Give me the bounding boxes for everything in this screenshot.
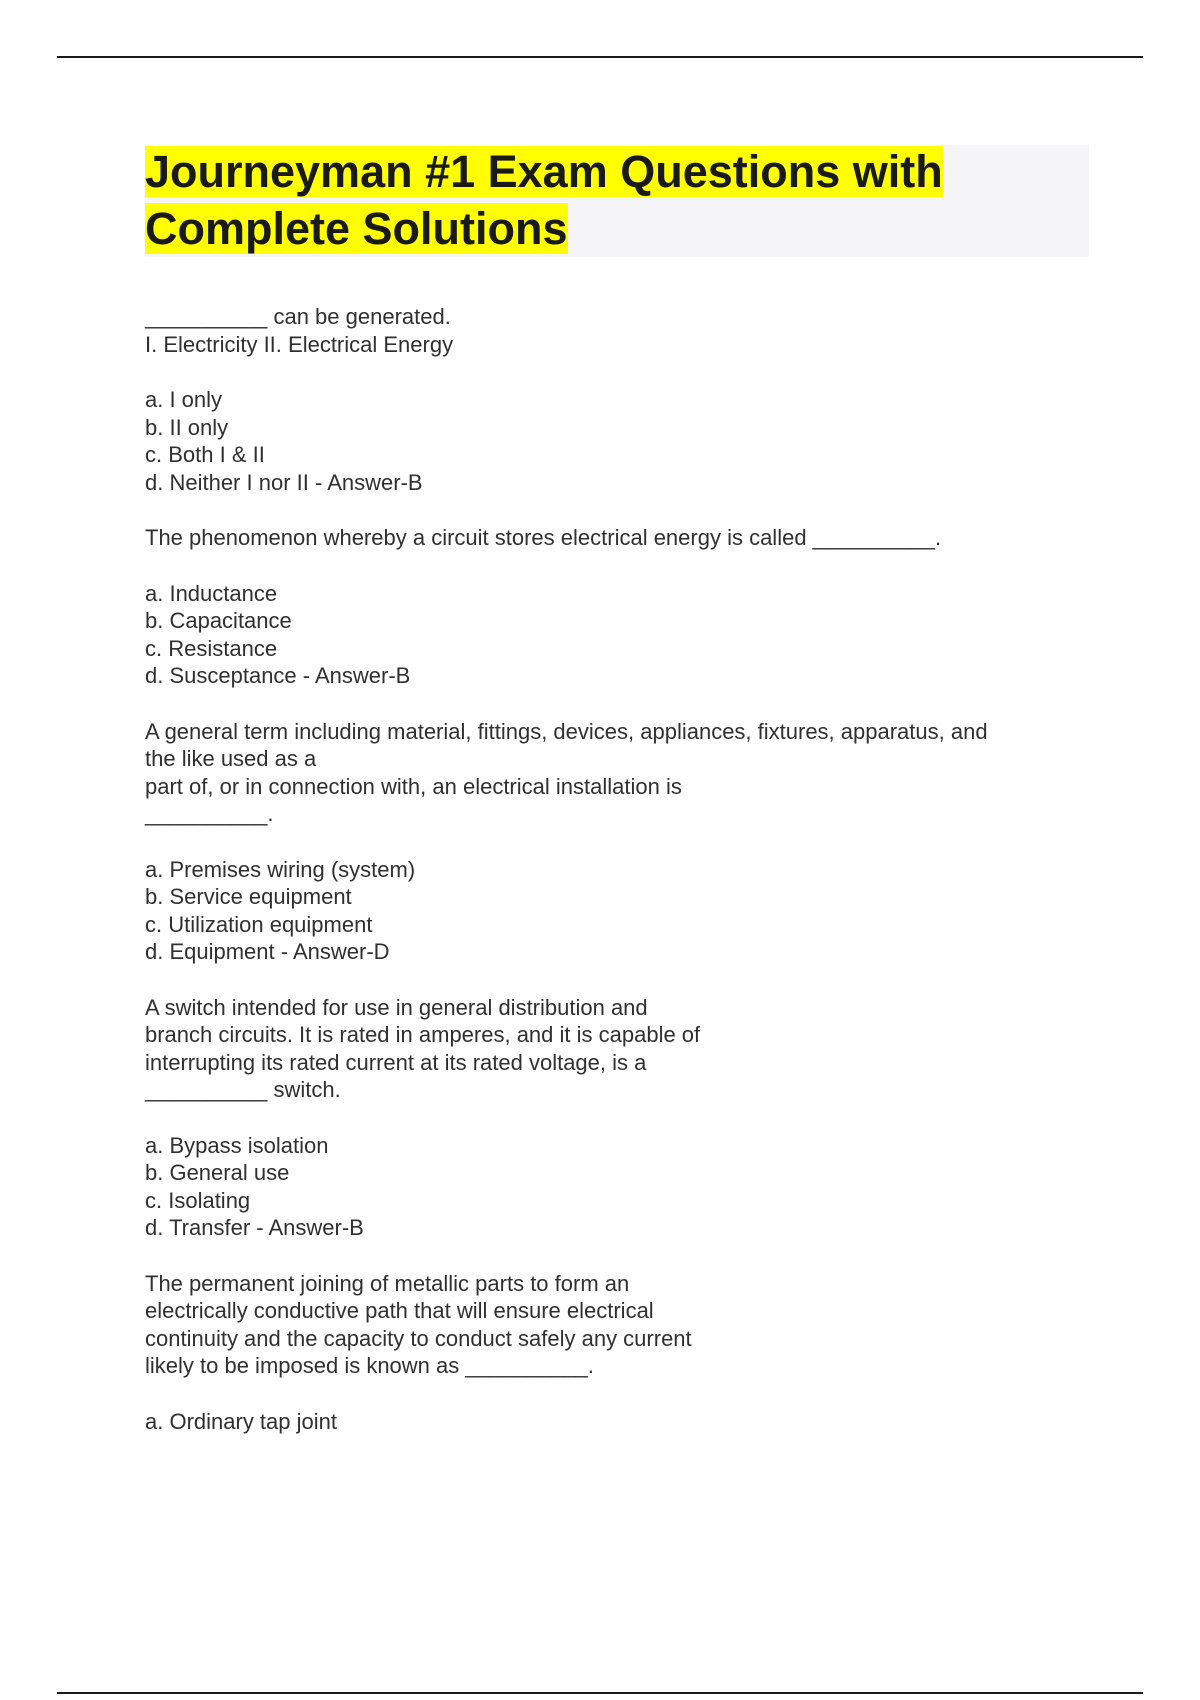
- answer-options: [145, 386, 1095, 496]
- answer-options: [145, 1408, 1095, 1436]
- question-stem: [145, 994, 1095, 1104]
- title-line-1: Journeyman #1 Exam Questions with: [145, 146, 943, 197]
- option-item: a. Inductance: [145, 580, 278, 606]
- stem-line: The permanent joining of metallic parts to form an: [145, 1270, 630, 1296]
- stem-line: __________ can be generated.: [145, 304, 451, 329]
- stem-line: the like used as a: [145, 746, 317, 771]
- question-stem: [145, 303, 1095, 358]
- option-item: d. Neither I nor II - Answer-B: [145, 469, 423, 495]
- option-item: d. Transfer - Answer-B: [145, 1215, 364, 1240]
- answer-options: [145, 1132, 1095, 1242]
- option-item: a. I only: [145, 387, 223, 412]
- stem-line: interrupting its rated current at its rated voltage, is a: [145, 1049, 647, 1075]
- option-item: d. Equipment - Answer-D: [145, 939, 390, 964]
- option-item: c. Utilization equipment: [145, 911, 373, 937]
- option-item: b. Service equipment: [145, 884, 352, 909]
- option-item: a. Ordinary tap joint: [145, 1408, 337, 1434]
- stem-line: branch circuits. It is rated in amperes, and it is capable of: [145, 1022, 701, 1047]
- page-title: [145, 143, 1089, 257]
- option-item: c. Isolating: [145, 1187, 251, 1213]
- question-stem: [145, 718, 1095, 828]
- question-stem: [145, 1270, 1095, 1380]
- stem-line: A general term including material, fittings, devices, appliances, fixtures, apparatus, and: [145, 718, 988, 744]
- option-item: b. Capacitance: [145, 608, 292, 633]
- stem-line: __________.: [145, 801, 274, 826]
- option-item: c. Resistance: [145, 635, 278, 661]
- title-line-2: Complete Solutions: [145, 203, 568, 254]
- stem-line: The phenomenon whereby a circuit stores electrical energy is called __________.: [145, 525, 942, 550]
- option-item: b. General use: [145, 1160, 290, 1185]
- stem-line: part of, or in connection with, an electrical installation is: [145, 773, 682, 799]
- stem-line: likely to be imposed is known as __________.: [145, 1353, 594, 1378]
- option-item: c. Both I & II: [145, 442, 265, 467]
- question-stem: [145, 524, 1095, 552]
- stem-line: A switch intended for use in general distribution and: [145, 994, 648, 1020]
- option-item: d. Susceptance - Answer-B: [145, 663, 411, 688]
- option-item: a. Bypass isolation: [145, 1132, 329, 1158]
- question-list: [145, 303, 1095, 1463]
- stem-line: __________ switch.: [145, 1077, 341, 1102]
- option-item: b. II only: [145, 414, 229, 440]
- footer-rule: [57, 1692, 1143, 1694]
- answer-options: [145, 856, 1095, 966]
- header-rule: [57, 56, 1143, 58]
- option-item: a. Premises wiring (system): [145, 856, 416, 882]
- answer-options: [145, 580, 1095, 690]
- stem-line: I. Electricity II. Electrical Energy: [145, 331, 454, 357]
- stem-line: electrically conductive path that will ensure electrical: [145, 1298, 654, 1323]
- stem-line: continuity and the capacity to conduct safely any current: [145, 1325, 692, 1351]
